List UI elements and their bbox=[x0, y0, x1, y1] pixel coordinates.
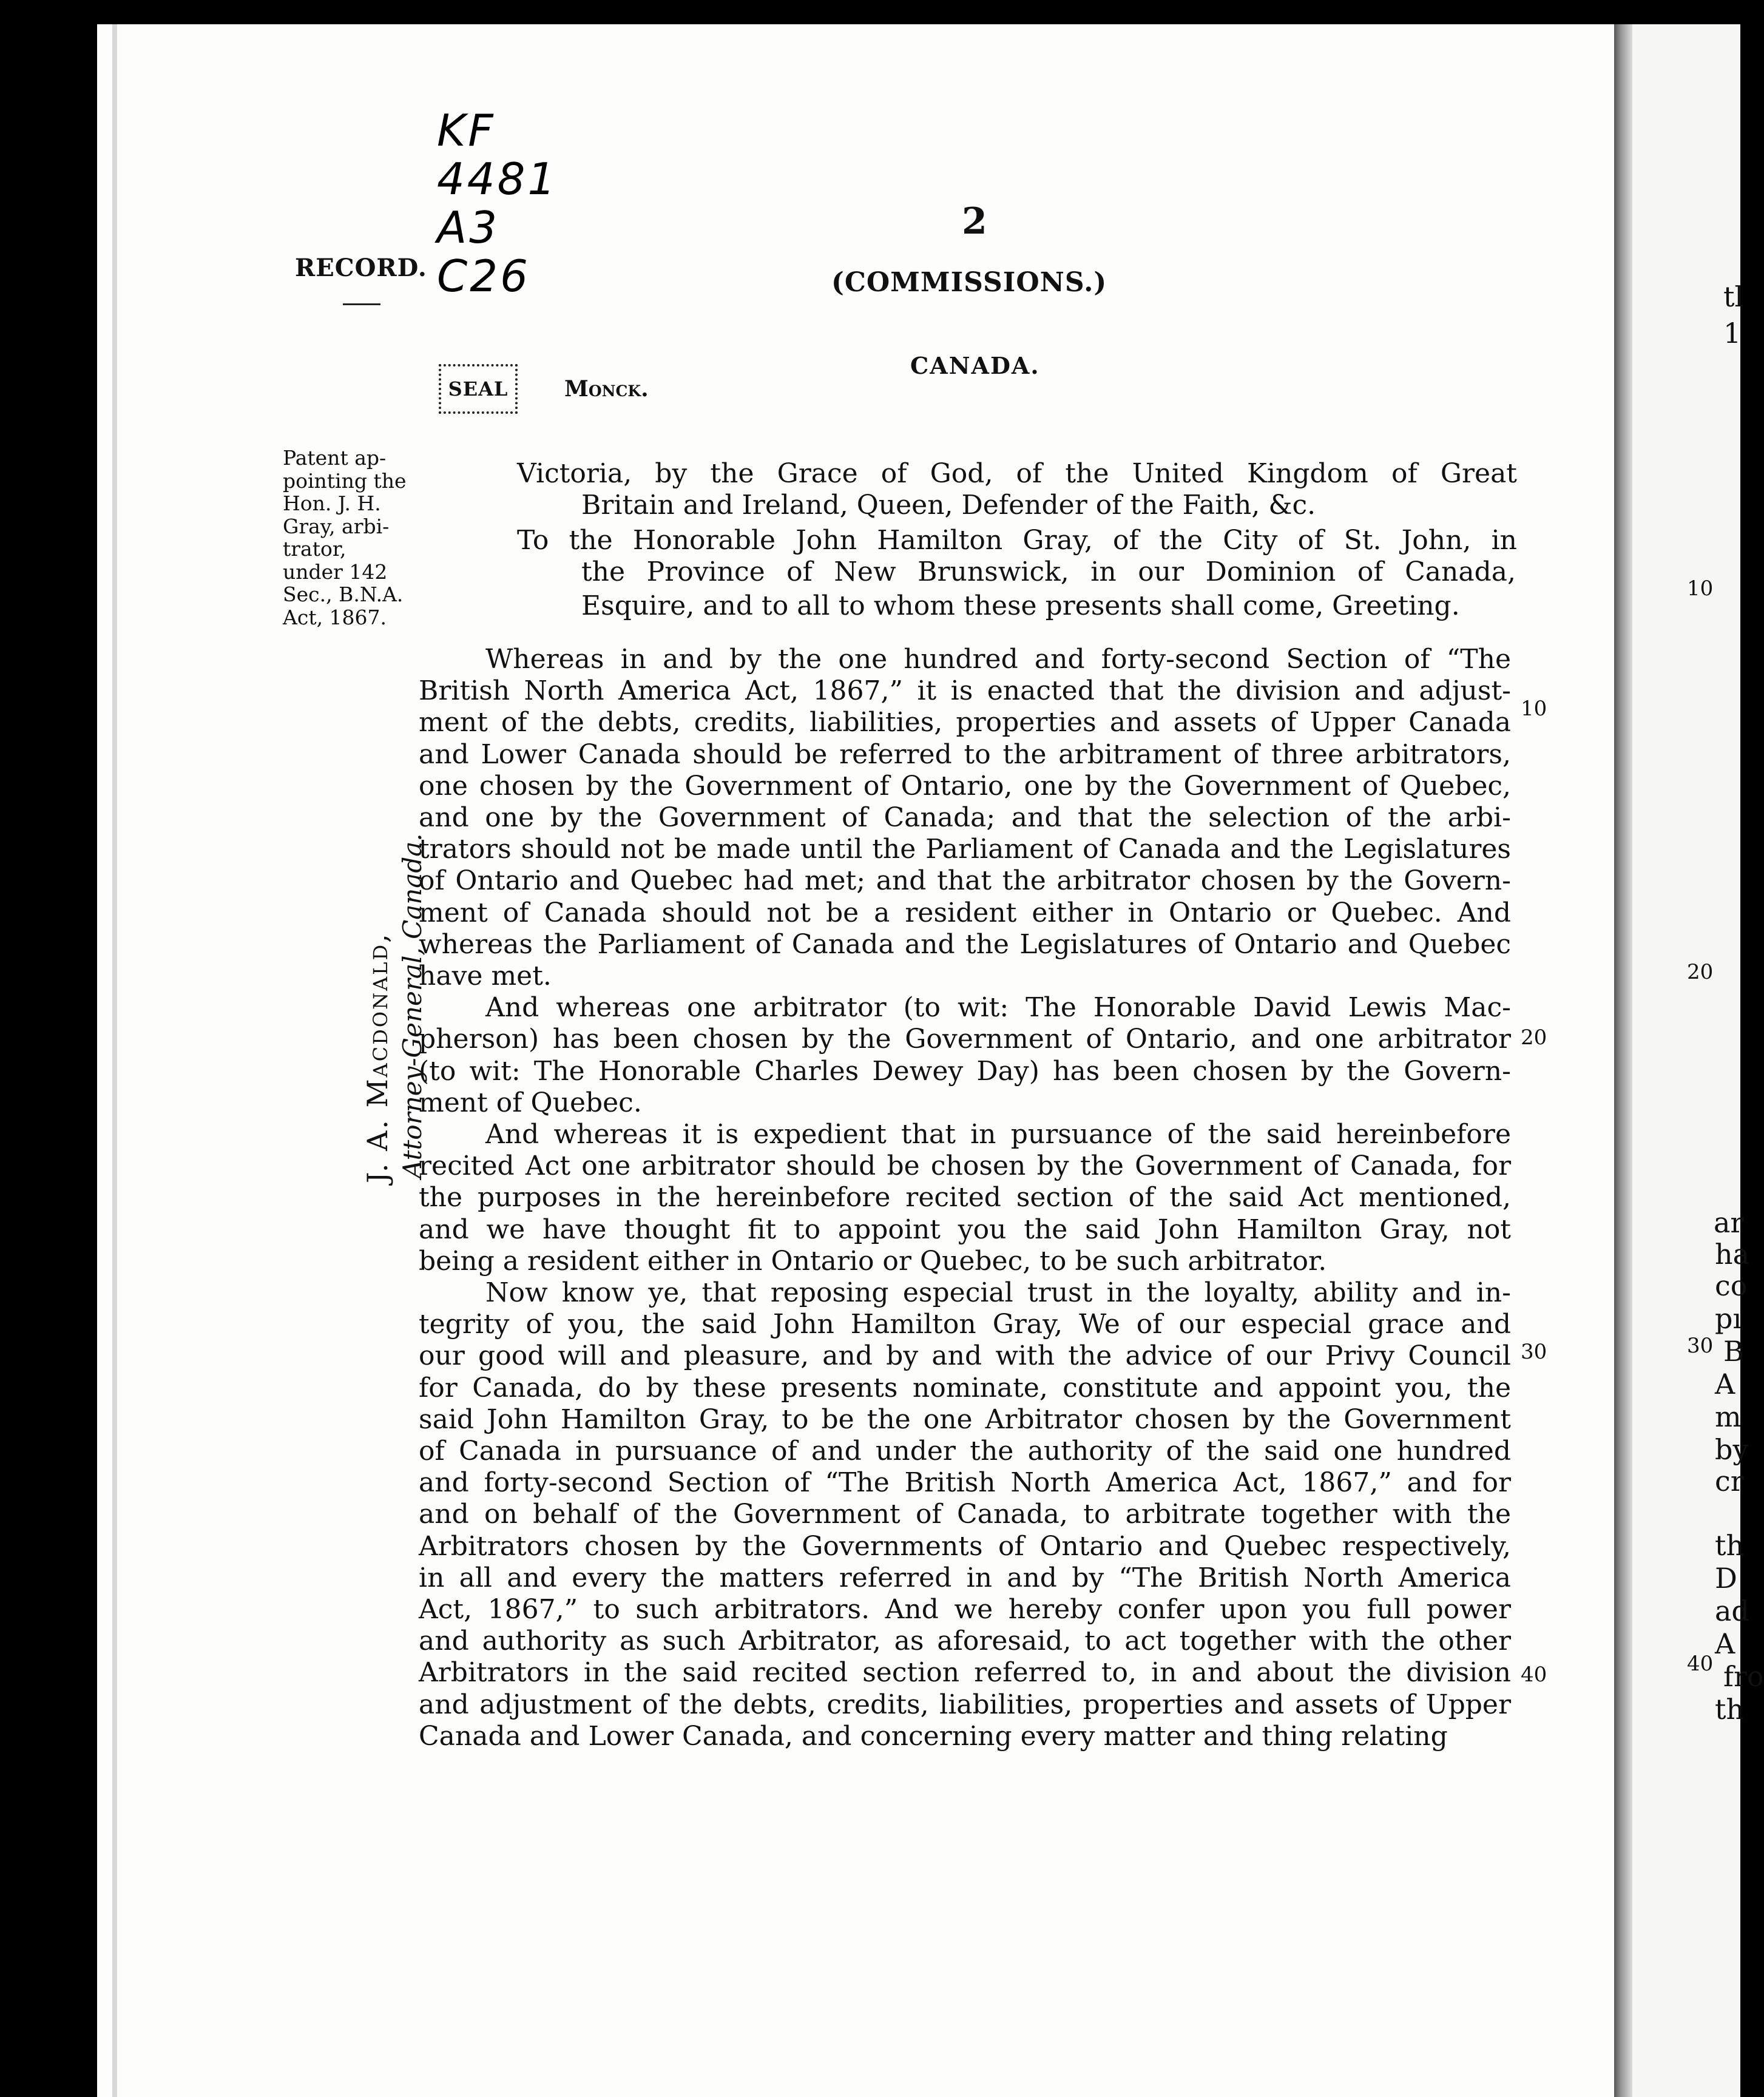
body-line: And whereas it is expedient that in pursuance of the said hereinbefore bbox=[485, 1119, 1511, 1150]
body-line: Act, 1867,” to such arbitrators. And we hereby confer upon you full power bbox=[419, 1594, 1511, 1625]
seal-box bbox=[439, 364, 518, 414]
marginal-note-line: Sec., B.N.A. bbox=[283, 582, 404, 606]
next-page-fragment: pı bbox=[1715, 1302, 1742, 1335]
body-line: and we have thought fit to appoint you the said John Hamilton Gray, not bbox=[419, 1214, 1511, 1245]
body-line: Canada and Lower Canada, and concerning every matter and thing relating bbox=[419, 1720, 1448, 1752]
body-line: and one by the Government of Canada; and that the selection of the arbi- bbox=[419, 802, 1511, 833]
governor-signature: Monck. bbox=[564, 376, 649, 402]
body-line: for Canada, do by these presents nominate, constitute and appoint you, the bbox=[419, 1372, 1511, 1403]
next-page-line-number: 40 bbox=[1687, 1652, 1714, 1676]
address-line: Esquire, and to all to whom these presents shall come, Greeting. bbox=[581, 590, 1460, 621]
call-number-line: 4481 bbox=[437, 154, 558, 204]
line-number: 20 bbox=[1521, 1025, 1547, 1050]
next-page-fragment: co bbox=[1715, 1269, 1748, 1302]
seal-label: SEAL bbox=[448, 377, 509, 400]
next-page-fragment: ar bbox=[1714, 1206, 1744, 1239]
body-line: in all and every the matters referred in and by “The British North America bbox=[419, 1562, 1511, 1593]
body-line: (to wit: The Honorable Charles Dewey Day) has been chosen by the Govern- bbox=[419, 1055, 1511, 1087]
body-line: and Lower Canada should be referred to the arbitrament of three arbitrators, bbox=[419, 738, 1511, 770]
address-line: the Province of New Brunswick, in our Dominion of Canada, bbox=[581, 556, 1516, 587]
address-line: To the Honorable John Hamilton Gray, of the City of St. John, in bbox=[517, 525, 1517, 556]
next-page-fragment: ha bbox=[1715, 1238, 1750, 1271]
handwritten-call-number bbox=[437, 106, 558, 300]
address-line: Britain and Ireland, Queen, Defender of the Faith, &c. bbox=[581, 490, 1316, 521]
marginal-note-line: Hon. J. H. bbox=[283, 491, 381, 515]
record-label: RECORD. bbox=[295, 254, 427, 282]
next-page-fragment: tl bbox=[1723, 280, 1744, 313]
body-line: pherson) has been chosen by the Government of Ontario, and one arbitrator bbox=[419, 1024, 1511, 1055]
next-page-fragment: cr bbox=[1715, 1465, 1744, 1498]
next-page-fragment: fro bbox=[1723, 1660, 1764, 1693]
next-page-line-number: 10 bbox=[1687, 576, 1714, 601]
gutter-shadow bbox=[1614, 24, 1632, 2097]
body-line: of Ontario and Quebec had met; and that the arbitrator chosen by the Govern- bbox=[419, 865, 1511, 897]
call-number-line: KF bbox=[437, 105, 496, 156]
marginal-note-line: pointing the bbox=[283, 468, 407, 493]
body-line: and on behalf of the Government of Canada, to arbitrate together with the bbox=[419, 1499, 1511, 1530]
body-line: ment of the debts, credits, liabilities, properties and assets of Upper Canada bbox=[419, 707, 1511, 738]
body-line: and adjustment of the debts, credits, liabilities, properties and assets of Upper bbox=[419, 1689, 1511, 1720]
body-line: Now know ye, that reposing especial trust in the loyalty, ability and in- bbox=[485, 1277, 1511, 1308]
signature-title: Attorney-General, Canada. bbox=[397, 833, 427, 1178]
call-number-line: C26 bbox=[437, 251, 530, 302]
body-line: whereas the Parliament of Canada and the Legislatures of Ontario and Quebec bbox=[419, 928, 1511, 960]
body-line: and forty-second Section of “The British North America Act, 1867,” and for bbox=[419, 1467, 1511, 1499]
next-page-fragment: m bbox=[1715, 1400, 1742, 1433]
body-line: trators should not be made until the Parliament of Canada and the Legislatures bbox=[419, 834, 1511, 865]
marginal-note-line: Act, 1867. bbox=[283, 605, 387, 629]
next-page-line-number: 30 bbox=[1687, 1334, 1714, 1358]
next-page-fragment: th bbox=[1715, 1529, 1745, 1562]
marginal-note-line: under 142 bbox=[283, 559, 388, 584]
marginal-note-line: Patent ap- bbox=[283, 446, 387, 470]
next-page-fragment: by bbox=[1715, 1433, 1749, 1466]
next-page-fragment: ad bbox=[1715, 1595, 1749, 1627]
call-number-line: A3 bbox=[437, 202, 500, 253]
body-line: said John Hamilton Gray, to be the one Arbitrator chosen by the Government bbox=[419, 1403, 1511, 1435]
body-line: of Canada in pursuance of and under the authority of the said one hundred bbox=[419, 1436, 1511, 1467]
body-line: Arbitrators chosen by the Governments of Ontario and Quebec respectively, bbox=[419, 1530, 1511, 1562]
body-line: ment of Canada should not be a resident either in Ontario or Quebec. And bbox=[419, 897, 1511, 928]
next-page-fragment: 1 bbox=[1723, 317, 1742, 350]
country-heading: CANADA. bbox=[910, 352, 1040, 379]
signature-name: J. A. Macdonald, bbox=[361, 932, 394, 1183]
next-page-fragment: A bbox=[1715, 1368, 1735, 1400]
page-edge bbox=[112, 24, 117, 2097]
page-heading: (COMMISSIONS.) bbox=[831, 267, 1107, 298]
next-page-fragment: th bbox=[1715, 1693, 1745, 1726]
marginal-note-line: trator, bbox=[283, 537, 346, 561]
body-line: ment of Quebec. bbox=[419, 1087, 642, 1118]
next-page-fragment: D bbox=[1715, 1562, 1737, 1595]
record-rule bbox=[343, 303, 380, 305]
next-page-fragment: A bbox=[1715, 1627, 1735, 1660]
next-page-strip bbox=[1614, 24, 1740, 2097]
body-line: have met. bbox=[419, 961, 552, 991]
address-line: Victoria, by the Grace of God, of the United Kingdom of Great bbox=[517, 458, 1517, 489]
line-number: 30 bbox=[1521, 1340, 1547, 1364]
body-line: And whereas one arbitrator (to wit: The Honorable David Lewis Mac- bbox=[485, 992, 1511, 1024]
page-number: 2 bbox=[962, 200, 987, 243]
body-line: one chosen by the Government of Ontario, one by the Government of Quebec, bbox=[419, 770, 1511, 802]
body-line: being a resident either in Ontario or Quebec, to be such arbitrator. bbox=[419, 1245, 1327, 1277]
line-number: 10 bbox=[1521, 697, 1547, 721]
marginal-note bbox=[283, 447, 422, 629]
next-page-fragment: B bbox=[1723, 1335, 1744, 1368]
body-line: and authority as such Arbitrator, as aforesaid, to act together with the other bbox=[419, 1626, 1511, 1657]
body-line: our good will and pleasure, and by and with the advice of our Privy Council bbox=[419, 1340, 1511, 1372]
marginal-note-line: Gray, arbi- bbox=[283, 514, 390, 538]
body-line: recited Act one arbitrator should be chosen by the Government of Canada, for bbox=[419, 1150, 1511, 1182]
body-line: British North America Act, 1867,” it is enacted that the division and adjust- bbox=[419, 675, 1511, 707]
body-line: tegrity of you, the said John Hamilton Gray, We of our especial grace and bbox=[419, 1309, 1511, 1340]
body-line: Arbitrators in the said recited section referred to, in and about the division bbox=[419, 1657, 1511, 1689]
body-line: the purposes in the hereinbefore recited section of the said Act mentioned, bbox=[419, 1182, 1511, 1214]
line-number: 40 bbox=[1521, 1663, 1547, 1687]
next-page-line-number: 20 bbox=[1687, 960, 1714, 984]
body-line: Whereas in and by the one hundred and forty-second Section of “The bbox=[485, 644, 1511, 675]
